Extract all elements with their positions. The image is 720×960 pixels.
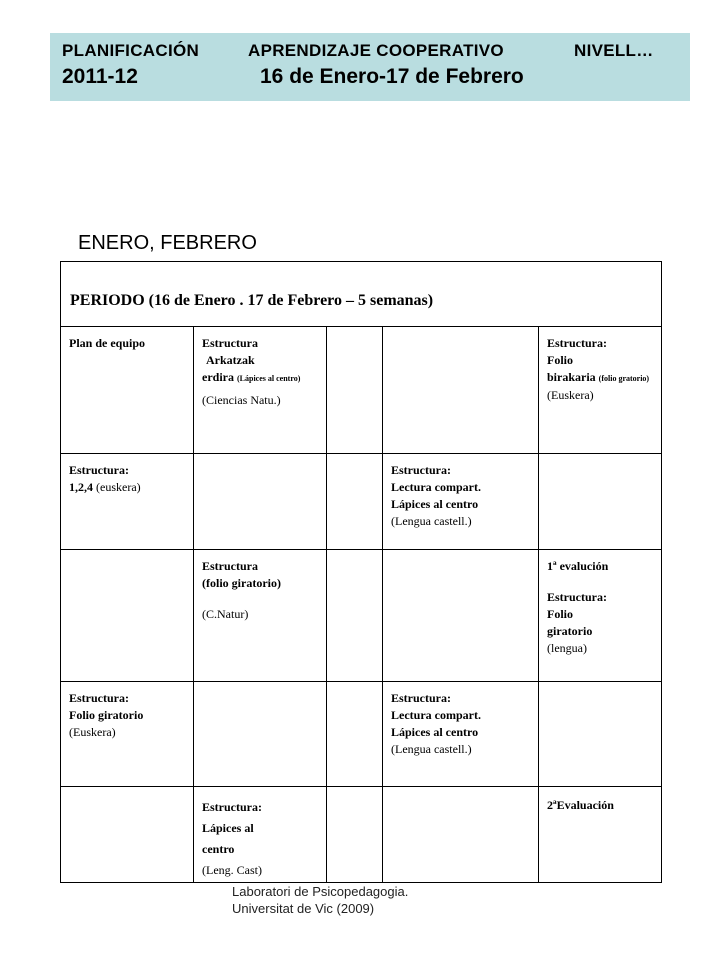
table-cell — [539, 787, 662, 883]
table-header-row — [61, 262, 662, 327]
cell-small-text: (folio gratorio) — [598, 374, 650, 383]
table-cell — [539, 327, 662, 454]
period-cell — [61, 262, 662, 327]
cell-text: Estructura: — [202, 800, 262, 814]
banner-aprendizaje: APRENDIZAJE COOPERATIVO — [248, 41, 504, 60]
table-cell — [194, 787, 327, 883]
cell-text: 1,2,4 — [69, 480, 93, 494]
table-cell — [61, 550, 194, 682]
table-cell — [327, 550, 383, 682]
table-cell — [61, 787, 194, 883]
banner-planificacion: PLANIFICACIÓN — [62, 41, 200, 60]
cell-text: (Leng. Cast) — [202, 863, 262, 877]
table-cell — [194, 327, 327, 454]
cell-text: Plan de equipo — [69, 336, 146, 350]
cell-text: Folio giratorio — [69, 708, 144, 722]
cell-text: Lápices al centro — [391, 497, 479, 511]
table-row — [61, 327, 662, 454]
cell-text: Estructura: — [391, 463, 451, 477]
cell-text: Estructura — [202, 559, 258, 573]
cell-text: Folio — [547, 353, 573, 367]
cell-text: (folio giratorio) — [202, 576, 281, 590]
table-row — [61, 550, 662, 682]
cell-text: 1ª evalución — [547, 559, 609, 573]
table-cell — [383, 787, 539, 883]
table-cell — [327, 454, 383, 550]
table-cell — [194, 550, 327, 682]
cell-text: Estructura: — [69, 463, 129, 477]
footer — [232, 883, 408, 917]
table-cell — [383, 682, 539, 787]
cell-text: (lengua) — [547, 641, 587, 655]
cell-text: (euskera) — [96, 480, 141, 494]
table-cell — [194, 454, 327, 550]
table-cell — [327, 787, 383, 883]
cell-text: erdira — [202, 370, 234, 384]
table-cell — [383, 550, 539, 682]
cell-text: Estructura: — [69, 691, 129, 705]
cell-text: (Lengua castell.) — [391, 514, 472, 528]
cell-text: Arkatzak — [206, 353, 255, 367]
cell-text: (Euskera) — [69, 725, 116, 739]
cell-text: (Lengua castell.) — [391, 742, 472, 756]
period-title: PERIODO (16 de Enero . 17 de Febrero – 5 semanas) — [70, 292, 434, 309]
banner-nivell: NIVELL… — [574, 41, 654, 60]
table-cell — [327, 327, 383, 454]
cell-text: 2ªEvaluación — [547, 798, 614, 812]
table-row — [61, 682, 662, 787]
table-cell — [539, 550, 662, 682]
section-heading: ENERO, FEBRERO — [78, 232, 257, 254]
cell-text: Lápices al — [202, 821, 254, 835]
table-cell — [539, 454, 662, 550]
footer-line-1: Laboratori de Psicopedagogia. — [232, 884, 409, 899]
planning-table — [60, 261, 662, 883]
cell-text: Estructura: — [547, 590, 607, 604]
cell-text: giratorio — [547, 624, 593, 638]
table-cell — [61, 454, 194, 550]
table-cell — [194, 682, 327, 787]
title-banner — [50, 33, 690, 101]
table-cell — [327, 682, 383, 787]
cell-text: (C.Natur) — [202, 607, 249, 621]
cell-text: (Euskera) — [547, 388, 594, 402]
cell-text: Estructura: — [547, 336, 607, 350]
banner-line-1 — [62, 41, 690, 61]
table-cell — [61, 682, 194, 787]
banner-year: 2011-12 — [62, 65, 138, 88]
cell-text: birakaria — [547, 370, 596, 384]
table-cell — [61, 327, 194, 454]
cell-text: Lápices al centro — [391, 725, 479, 739]
banner-dates: 16 de Enero-17 de Febrero — [260, 65, 524, 88]
cell-text: centro — [202, 842, 235, 856]
cell-text: (Ciencias Natu.) — [202, 393, 281, 407]
table-cell — [539, 682, 662, 787]
cell-text: Estructura: — [391, 691, 451, 705]
cell-text: Estructura — [202, 336, 258, 350]
cell-text: Lectura compart. — [391, 708, 481, 722]
table-row — [61, 454, 662, 550]
footer-line-2: Universitat de Vic (2009) — [232, 901, 375, 916]
table-row — [61, 787, 662, 883]
banner-line-2 — [62, 65, 690, 89]
cell-text: Folio — [547, 607, 573, 621]
cell-small-text: (Lápices al centro) — [237, 374, 301, 383]
cell-text: Lectura compart. — [391, 480, 481, 494]
table-cell — [383, 327, 539, 454]
table-cell — [383, 454, 539, 550]
